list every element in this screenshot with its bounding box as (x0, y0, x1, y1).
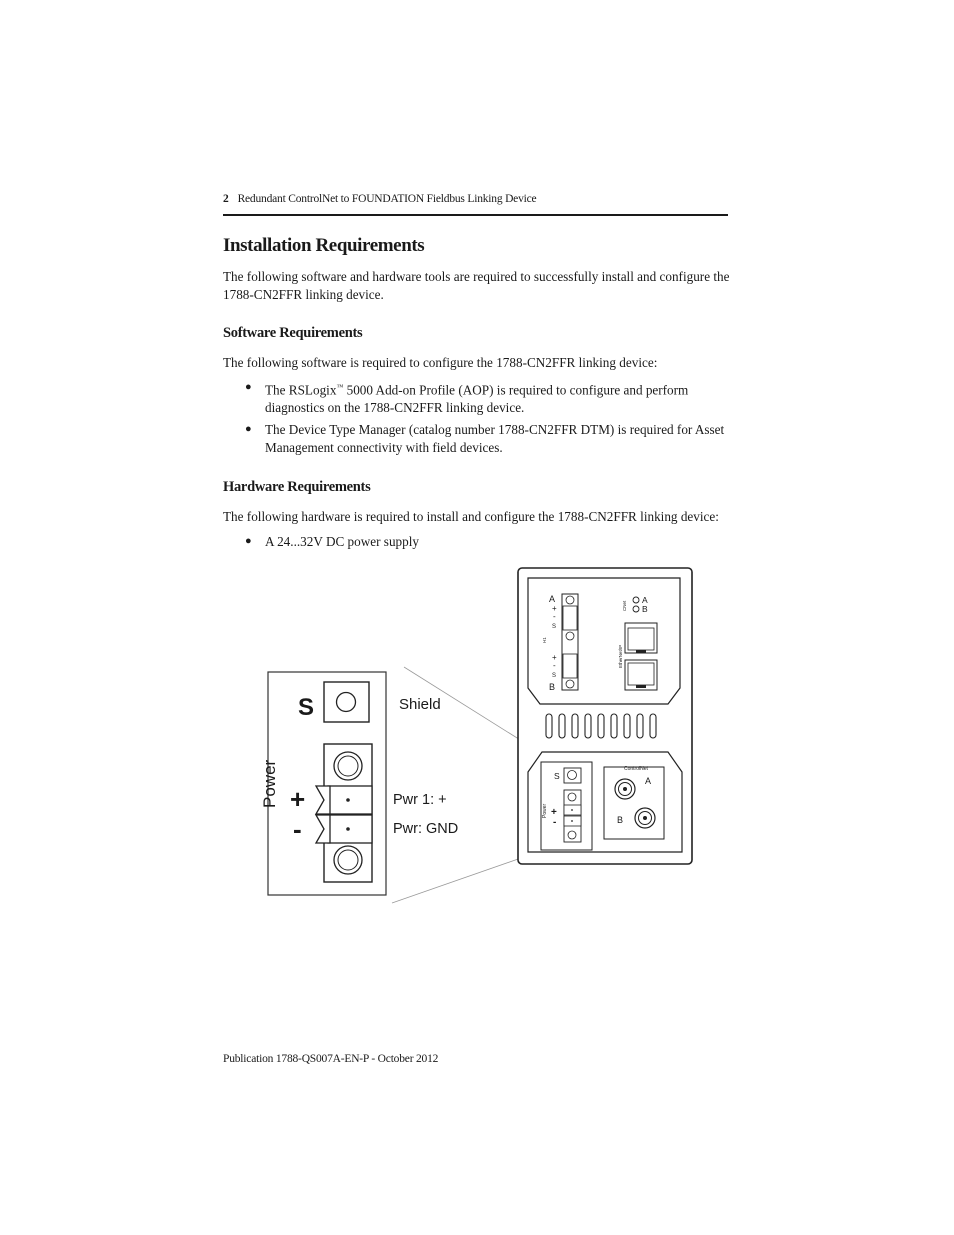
power-connector-detail (260, 672, 458, 895)
page-number: 2 (223, 193, 229, 205)
h1a-plus: + (552, 604, 557, 613)
linking-device-front (518, 568, 692, 864)
h1b-plus: + (552, 653, 557, 662)
plus-label: + (290, 784, 306, 814)
bullet: ● (245, 381, 252, 393)
footer-publication: Publication 1788-QS007A-EN-P - October 2012 (223, 1053, 439, 1065)
section-intro: The following software and hardware tools are required to successfully install and configure the 1788-CN2FFR linking device. (223, 269, 730, 302)
shield-terminal (324, 682, 369, 722)
power-label: Power (260, 759, 279, 808)
led-b-label: B (642, 604, 648, 614)
controlnet-label: ControlNet (624, 766, 648, 772)
software-item-2: The Device Type Manager (catalog number 1788-CN2FFR DTM) is required for Asset Management connectivity with field devices. (265, 422, 725, 455)
minus-label: - (293, 814, 302, 844)
software-title: Software Requirements (223, 325, 363, 341)
port-b-label: B (617, 815, 624, 825)
bullet: ● (245, 423, 252, 435)
h1-label: H1 (542, 637, 547, 643)
h1a-minus: - (553, 612, 556, 621)
pwr-gnd-label: Pwr: GND (393, 821, 459, 837)
controlnet-port-panel (604, 767, 664, 839)
cnet-label: CNet (622, 600, 627, 611)
bullet: ● (245, 535, 252, 547)
led-a-label: A (642, 595, 648, 605)
power-plus: + (551, 807, 557, 818)
section-title: Installation Requirements (223, 235, 425, 256)
shield-label: Shield (399, 696, 441, 713)
terminal-b-label: B (549, 682, 556, 692)
port-a-label: A (645, 776, 652, 786)
power-minus: - (553, 817, 557, 828)
h1b-s: S (552, 673, 557, 679)
vent-slots (546, 714, 656, 738)
software-intro: The following software is required to configure the 1788-CN2FFR linking device: (223, 355, 658, 370)
running-title: Redundant ControlNet to FOUNDATION Fieldbus Linking Device (237, 193, 537, 205)
hardware-item-1: A 24...32V DC power supply (265, 534, 419, 549)
terminal-a-label: A (549, 594, 556, 604)
software-item-1-pre: The RSLogix (265, 382, 337, 398)
device-power-label: Power (542, 803, 548, 818)
software-item-1-post: 5000 Add-on Profile (AOP) is required to configure and perform diagnostics on the 1788-CN2FFR linking device. (265, 382, 689, 415)
h1b-minus: - (553, 661, 556, 670)
hardware-title: Hardware Requirements (223, 479, 371, 495)
pwr-plus-label: Pwr 1: + (393, 792, 447, 808)
pwr-plus-pin (328, 786, 372, 814)
power-s-label: S (554, 771, 560, 781)
ethernet-label: EtherNet/IP (618, 644, 623, 668)
pwr-gnd-pin (328, 815, 372, 843)
trademark-symbol: ™ (336, 383, 344, 391)
shield-s-label: S (298, 694, 315, 721)
hardware-intro: The following hardware is required to install and configure the 1788-CN2FFR linking device: (223, 509, 719, 524)
h1a-s: S (552, 624, 557, 630)
